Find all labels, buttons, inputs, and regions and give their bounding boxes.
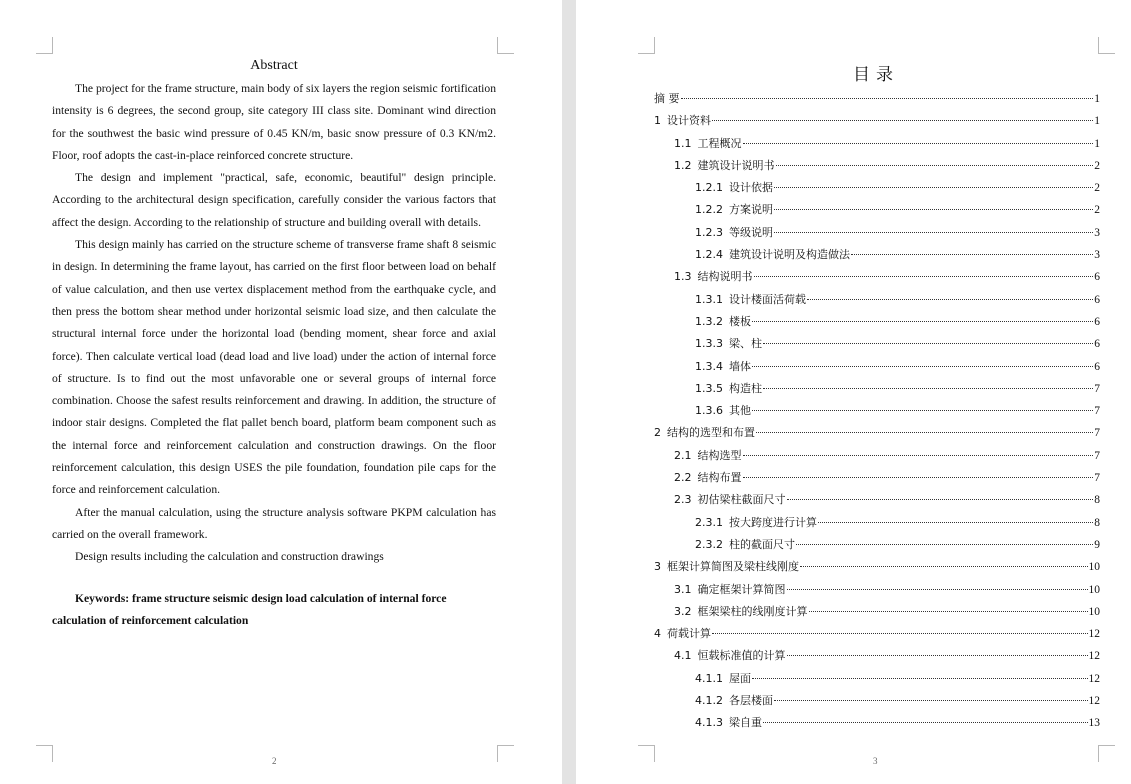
toc-leader-dots	[818, 522, 1093, 523]
toc-entry-title: 构造柱	[729, 381, 762, 395]
toc-entry-number: 3	[654, 560, 661, 574]
document-page-2	[0, 0, 562, 784]
toc-entry-title: 建筑设计说明书	[697, 158, 775, 172]
toc-entry-page: 3	[1094, 249, 1100, 262]
abstract-paragraph: Design results including the calculation and construction drawings	[75, 550, 384, 564]
toc-entry[interactable]	[654, 712, 1100, 734]
toc-leader-dots	[754, 276, 1094, 277]
toc-entry-number: 4	[654, 627, 661, 641]
toc-entry-number: 1	[654, 114, 661, 128]
abstract-paragraph: This design mainly has carried on the structure scheme of transverse frame shaft 8 seismic in design. In determining the frame layout, has carried on the first floor between load on behalf of value calculation, and then use vertex displacement method from the earthquake cycle, and then press the bottom shear method under horizontal seismic load size, and then calculate the structural internal force under the horizontal load (bending moment, shear force and axial force). Then calculate vertical load (dead load and live load) under the action of internal force of structure. Is to find out the most unfavorable one or several groups of internal force combination. Choose the safest results reinforcement and drawing. In addition, the structure of indoor stair designs. Completed the flat pallet bench board, platform beam component such as the internal force and reinforcement calculation and construction drawings. On the floor reinforcement calculation, this design USES the pile foundation, foundation pile caps for the force and reinforcement calculation.	[52, 238, 496, 497]
toc-entry-title: 结构的选型和布置	[667, 426, 755, 440]
toc-leader-dots	[681, 98, 1094, 99]
toc-entry-page: 12	[1088, 650, 1100, 663]
toc-entry-number: 1.3.5	[695, 381, 723, 395]
toc-entry-title: 荷载计算	[667, 627, 711, 641]
abstract-paragraph: The project for the frame structure, main body of six layers the region seismic fortification intensity is 6 degrees, the second group, site category III class site. Dominant wind direction for the southwest the basic wind pressure of 0.45 KN/m, basic snow pressure of 0.3 KN/m2. Floor, roof adopts the cast-in-place reinforced concrete structure.	[52, 82, 496, 162]
toc-entry-page: 3	[1094, 226, 1100, 239]
toc-leader-dots	[756, 432, 1093, 433]
toc-leader-dots	[774, 700, 1088, 701]
toc-entry[interactable]	[654, 400, 1100, 422]
toc-entry-number: 1.2.4	[695, 248, 723, 262]
toc-entry-title: 设计楼面活荷载	[729, 292, 806, 306]
toc-entry-title: 楼板	[729, 314, 751, 328]
toc-entry[interactable]	[654, 155, 1100, 177]
toc-entry[interactable]	[654, 556, 1100, 578]
margin-mark-bottom-left	[36, 745, 53, 762]
toc-entry-page: 12	[1088, 695, 1100, 708]
page-gutter	[562, 0, 576, 784]
toc-leader-dots	[787, 589, 1088, 590]
toc-leader-dots	[712, 633, 1088, 634]
toc-entry-page: 2	[1094, 182, 1100, 195]
toc-entry-number: 2.3.2	[695, 537, 723, 551]
toc-entry-page: 2	[1094, 159, 1100, 172]
toc-entry-page: 10	[1088, 561, 1100, 574]
toc-entry[interactable]	[654, 422, 1100, 444]
toc-entry-page: 10	[1088, 605, 1100, 618]
toc-leader-dots	[743, 143, 1094, 144]
toc-entry-title: 等级说明	[729, 225, 773, 239]
toc-leader-dots	[763, 722, 1088, 723]
toc-entry[interactable]	[654, 579, 1100, 601]
page-number: 3	[873, 756, 878, 766]
abstract-body	[52, 78, 496, 569]
toc-entry-number: 4.1.2	[695, 694, 723, 708]
toc-entry-page: 8	[1094, 494, 1100, 507]
toc-entry[interactable]	[654, 199, 1100, 221]
toc-entry[interactable]	[654, 222, 1100, 244]
toc-entry-page: 6	[1094, 338, 1100, 351]
toc-entry[interactable]	[654, 244, 1100, 266]
margin-mark-bottom-left	[638, 745, 655, 762]
toc-entry-number: 1.3.6	[695, 404, 723, 418]
toc-entry-title: 框架梁柱的线刚度计算	[697, 604, 808, 618]
toc-entry[interactable]	[654, 88, 1100, 110]
toc-entry[interactable]	[654, 289, 1100, 311]
toc-entry-number: 1.1	[674, 136, 692, 150]
toc-entry-number: 1.3.1	[695, 292, 723, 306]
toc-entry[interactable]	[654, 534, 1100, 556]
toc-entry[interactable]	[654, 512, 1100, 534]
toc-entry-number: 2.3.1	[695, 515, 723, 529]
margin-mark-bottom-right	[1098, 745, 1115, 762]
toc-entry[interactable]	[654, 133, 1100, 155]
toc-leader-dots	[851, 254, 1093, 255]
toc-entry-page: 10	[1088, 583, 1100, 596]
toc-leader-dots	[763, 343, 1093, 344]
toc-entry-page: 7	[1094, 427, 1100, 440]
toc-entry-title: 方案说明	[729, 203, 773, 217]
toc-entry-title: 确定框架计算简图	[697, 582, 786, 596]
toc-leader-dots	[774, 232, 1093, 233]
toc-entry-page: 1	[1094, 115, 1100, 128]
toc-entry-number: 3.2	[674, 604, 692, 618]
margin-mark-top-right	[1098, 37, 1115, 54]
toc-entry-number: 2	[654, 426, 661, 440]
margin-mark-top-left	[638, 37, 655, 54]
toc-entry-page: 6	[1094, 293, 1100, 306]
toc-entry-title: 结构布置	[697, 471, 742, 485]
toc-entry[interactable]	[654, 266, 1100, 288]
toc-entry-page: 1	[1094, 137, 1100, 150]
toc-entry-title: 梁、柱	[729, 337, 762, 351]
toc-entry[interactable]	[654, 645, 1100, 667]
toc-leader-dots	[712, 120, 1093, 121]
toc-leader-dots	[752, 410, 1093, 411]
toc-entry-page: 1	[1094, 93, 1100, 105]
toc-entry[interactable]	[654, 311, 1100, 333]
toc-entry-page: 7	[1094, 382, 1100, 395]
toc-entry-title: 设计依据	[729, 181, 773, 195]
toc-entry-title: 结构说明书	[697, 270, 753, 284]
toc-leader-dots	[743, 455, 1094, 456]
toc-leader-dots	[743, 477, 1094, 478]
toc-entry-number: 2.3	[674, 493, 692, 507]
toc-entry-number: 4.1	[674, 649, 692, 663]
toc-entry-number: 1.3	[674, 270, 692, 284]
toc-entry-page: 8	[1094, 516, 1100, 529]
toc-entry[interactable]	[654, 489, 1100, 511]
abstract-heading: Abstract	[250, 58, 298, 73]
toc-leader-dots	[774, 187, 1093, 188]
toc-entry-title: 初估梁柱截面尺寸	[697, 493, 786, 507]
toc-entry[interactable]	[654, 690, 1100, 712]
toc-entry-title: 工程概况	[697, 136, 742, 150]
margin-mark-bottom-right	[497, 745, 514, 762]
toc-entry-page: 12	[1088, 672, 1100, 685]
toc-leader-dots	[787, 655, 1088, 656]
toc-leader-dots	[752, 321, 1093, 322]
toc-entry-number: 1.2.2	[695, 203, 723, 217]
toc-leader-dots	[752, 366, 1093, 367]
toc-leader-dots	[807, 299, 1093, 300]
toc-entry-title: 柱的截面尺寸	[729, 537, 795, 551]
toc-entry-title: 摘 要	[654, 92, 680, 105]
toc-entry[interactable]	[654, 623, 1100, 645]
toc-entry-number: 1.3.3	[695, 337, 723, 351]
toc-leader-dots	[796, 544, 1093, 545]
toc-heading: 目录	[853, 65, 899, 85]
toc-entry-title: 框架计算简图及梁柱线刚度	[667, 560, 799, 574]
toc-entry-title: 各层楼面	[729, 694, 773, 708]
toc-leader-dots	[763, 388, 1093, 389]
toc-entry-number: 4.1.1	[695, 671, 723, 685]
toc-entry[interactable]	[654, 177, 1100, 199]
abstract-paragraph: After the manual calculation, using the structure analysis software PKPM calculation has carried on the overall framework.	[52, 505, 496, 541]
toc-entry-number: 2.2	[674, 471, 692, 485]
toc-entry-page: 2	[1094, 204, 1100, 217]
toc-entry-title: 恒载标准值的计算	[697, 649, 786, 663]
toc-leader-dots	[774, 209, 1093, 210]
toc-entry-title: 其他	[729, 404, 751, 418]
toc-entry-number: 1.3.4	[695, 359, 723, 373]
toc-entry-number: 1.2.3	[695, 225, 723, 239]
toc-entry-title: 结构选型	[697, 448, 742, 462]
table-of-contents	[654, 88, 1100, 735]
toc-entry[interactable]	[654, 378, 1100, 400]
toc-leader-dots	[809, 611, 1088, 612]
toc-entry-number: 4.1.3	[695, 716, 723, 730]
margin-mark-top-left	[36, 37, 53, 54]
toc-entry-number: 1.2.1	[695, 181, 723, 195]
toc-leader-dots	[787, 499, 1094, 500]
toc-entry-page: 6	[1094, 315, 1100, 328]
toc-entry-title: 设计资料	[667, 114, 711, 128]
toc-entry-page: 12	[1088, 628, 1100, 641]
toc-entry-page: 13	[1088, 717, 1100, 730]
toc-entry[interactable]	[654, 333, 1100, 355]
toc-entry-page: 7	[1094, 472, 1100, 485]
toc-leader-dots	[800, 566, 1088, 567]
toc-entry-title: 屋面	[729, 671, 751, 685]
margin-mark-top-right	[497, 37, 514, 54]
toc-entry[interactable]	[654, 110, 1100, 132]
toc-entry-page: 7	[1094, 449, 1100, 462]
toc-entry-title: 梁自重	[729, 716, 762, 730]
toc-entry-page: 7	[1094, 405, 1100, 418]
toc-entry-number: 1.2	[674, 158, 692, 172]
toc-entry[interactable]	[654, 356, 1100, 378]
page-number: 2	[272, 756, 277, 766]
toc-entry-page: 6	[1094, 271, 1100, 284]
toc-entry[interactable]	[654, 601, 1100, 623]
toc-entry[interactable]	[654, 445, 1100, 467]
toc-entry-title: 建筑设计说明及构造做法	[729, 248, 850, 262]
toc-entry-page: 6	[1094, 360, 1100, 373]
toc-entry-number: 1.3.2	[695, 314, 723, 328]
keywords: Keywords: frame structure seismic design load calculation of internal force calculation of reinforcement calculation	[52, 592, 447, 628]
toc-entry-page: 9	[1094, 538, 1100, 551]
document-page-3	[576, 0, 1131, 784]
toc-entry-title: 按大跨度进行计算	[729, 515, 817, 529]
toc-entry[interactable]	[654, 668, 1100, 690]
abstract-paragraph: The design and implement "practical, safe, economic, beautiful" design principle. According to the architectural design specification, carefully consider the various factors that affect the design. According to the relationship of structure and building overall with details.	[52, 171, 496, 229]
toc-leader-dots	[776, 165, 1094, 166]
toc-entry-number: 3.1	[674, 582, 692, 596]
toc-leader-dots	[752, 678, 1088, 679]
toc-entry-title: 墙体	[729, 359, 751, 373]
toc-entry[interactable]	[654, 467, 1100, 489]
toc-entry-number: 2.1	[674, 448, 692, 462]
